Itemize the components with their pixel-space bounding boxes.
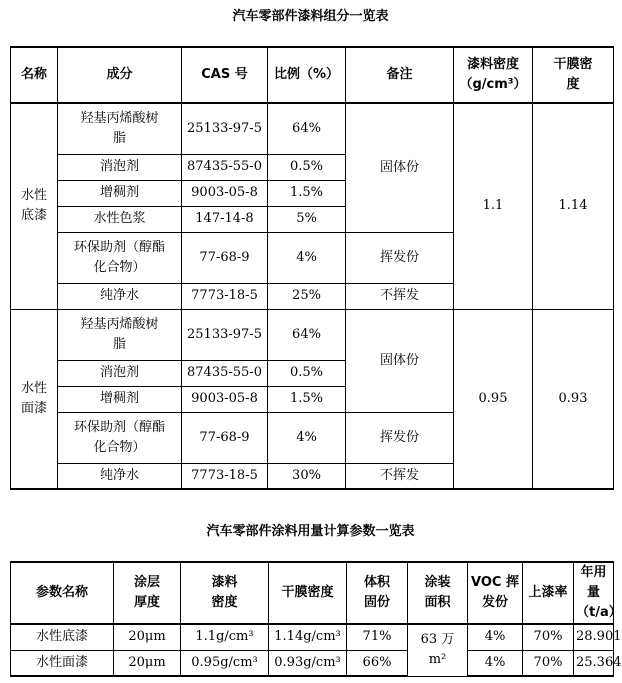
cas-cell: 7773-18-5 — [182, 463, 268, 489]
density-cell: 0.95g/cm³ — [181, 650, 269, 676]
header-density: 漆料密度 （g/cm³） — [454, 47, 533, 103]
cas-cell: 25133-97-5 — [182, 103, 268, 154]
ratio-cell: 1.5% — [268, 180, 346, 206]
cas-cell: 77-68-9 — [182, 232, 268, 283]
component-cell: 增稠剂 — [58, 180, 182, 206]
annual-cell: 25.364 — [574, 650, 614, 676]
param-name-cell: 水性底漆 — [11, 624, 114, 650]
composition-table — [10, 46, 614, 490]
density-cell: 1.1g/cm³ — [181, 624, 269, 650]
ratio-cell: 1.5% — [268, 386, 346, 412]
cas-cell: 87435-55-0 — [182, 154, 268, 180]
table-header-row — [11, 562, 614, 624]
header-dry-density: 干膜密 度 — [533, 47, 614, 103]
rate-cell: 70% — [523, 650, 574, 676]
cas-cell: 147-14-8 — [182, 206, 268, 232]
cas-cell: 7773-18-5 — [182, 283, 268, 309]
component-cell: 增稠剂 — [58, 386, 182, 412]
ratio-cell: 25% — [268, 283, 346, 309]
header-annual: 年用量 （t/a） — [574, 562, 614, 624]
thickness-cell: 20μm — [114, 650, 181, 676]
voc-cell: 4% — [468, 624, 523, 650]
component-cell: 环保助剂（醇酯 化合物） — [58, 232, 182, 283]
table-row — [11, 650, 614, 676]
usage-parameter-table — [10, 561, 622, 677]
note-cell: 固体份 — [346, 309, 454, 412]
param-name-cell: 水性面漆 — [11, 650, 114, 676]
voc-cell: 4% — [468, 650, 523, 676]
annual-cell: 28.901 — [574, 624, 614, 650]
component-cell: 羟基丙烯酸树 脂 — [58, 103, 182, 154]
ratio-cell: 30% — [268, 463, 346, 489]
ratio-cell: 64% — [268, 103, 346, 154]
table-row — [11, 103, 614, 154]
header-component: 成分 — [58, 47, 182, 103]
component-cell: 环保助剂（醇酯 化合物） — [58, 412, 182, 463]
note-cell: 不挥发 — [346, 463, 454, 489]
density-cell: 1.1 — [454, 103, 533, 309]
header-cas: CAS 号 — [182, 47, 268, 103]
header-param-name: 参数名称 — [11, 562, 114, 624]
table-header-row — [11, 47, 614, 103]
component-cell: 水性色浆 — [58, 206, 182, 232]
component-cell: 纯净水 — [58, 283, 182, 309]
group-name: 水性 面漆 — [11, 309, 58, 489]
ratio-cell: 64% — [268, 309, 346, 360]
ratio-cell: 4% — [268, 412, 346, 463]
header-dry-density: 干膜密度 — [269, 562, 347, 624]
header-ratio: 比例（%） — [268, 47, 346, 103]
component-cell: 消泡剂 — [58, 360, 182, 386]
cas-cell: 77-68-9 — [182, 412, 268, 463]
rate-cell: 70% — [523, 624, 574, 650]
header-solid: 体积 固份 — [347, 562, 408, 624]
area-cell: 63 万 m² — [408, 624, 468, 676]
note-cell: 挥发份 — [346, 412, 454, 463]
note-cell: 挥发份 — [346, 232, 454, 283]
ratio-cell: 4% — [268, 232, 346, 283]
group-name: 水性 底漆 — [11, 103, 58, 309]
component-cell: 纯净水 — [58, 463, 182, 489]
header-density: 漆料 密度 — [181, 562, 269, 624]
cas-cell: 25133-97-5 — [182, 309, 268, 360]
table1-title: 汽车零部件漆料组分一览表 — [232, 9, 389, 24]
dry-density-cell: 1.14g/cm³ — [269, 624, 347, 650]
dry-density-cell: 1.14 — [533, 103, 614, 309]
dry-density-cell: 0.93g/cm³ — [269, 650, 347, 676]
header-thickness: 涂层 厚度 — [114, 562, 181, 624]
thickness-cell: 20μm — [114, 624, 181, 650]
note-cell: 固体份 — [346, 103, 454, 232]
header-voc: VOC 挥 发份 — [468, 562, 523, 624]
ratio-cell: 0.5% — [268, 154, 346, 180]
component-cell: 消泡剂 — [58, 154, 182, 180]
density-cell: 0.95 — [454, 309, 533, 489]
cas-cell: 9003-05-8 — [182, 386, 268, 412]
cas-cell: 87435-55-0 — [182, 360, 268, 386]
header-name: 名称 — [11, 47, 58, 103]
dry-density-cell: 0.93 — [533, 309, 614, 489]
header-rate: 上漆率 — [523, 562, 574, 624]
header-note: 备注 — [346, 47, 454, 103]
table-row — [11, 624, 614, 650]
ratio-cell: 5% — [268, 206, 346, 232]
solid-cell: 66% — [347, 650, 408, 676]
table2-title: 汽车零部件涂料用量计算参数一览表 — [206, 524, 415, 539]
header-area: 涂装 面积 — [408, 562, 468, 624]
note-cell: 不挥发 — [346, 283, 454, 309]
solid-cell: 71% — [347, 624, 408, 650]
table-row — [11, 309, 614, 360]
component-cell: 羟基丙烯酸树 脂 — [58, 309, 182, 360]
cas-cell: 9003-05-8 — [182, 180, 268, 206]
ratio-cell: 0.5% — [268, 360, 346, 386]
